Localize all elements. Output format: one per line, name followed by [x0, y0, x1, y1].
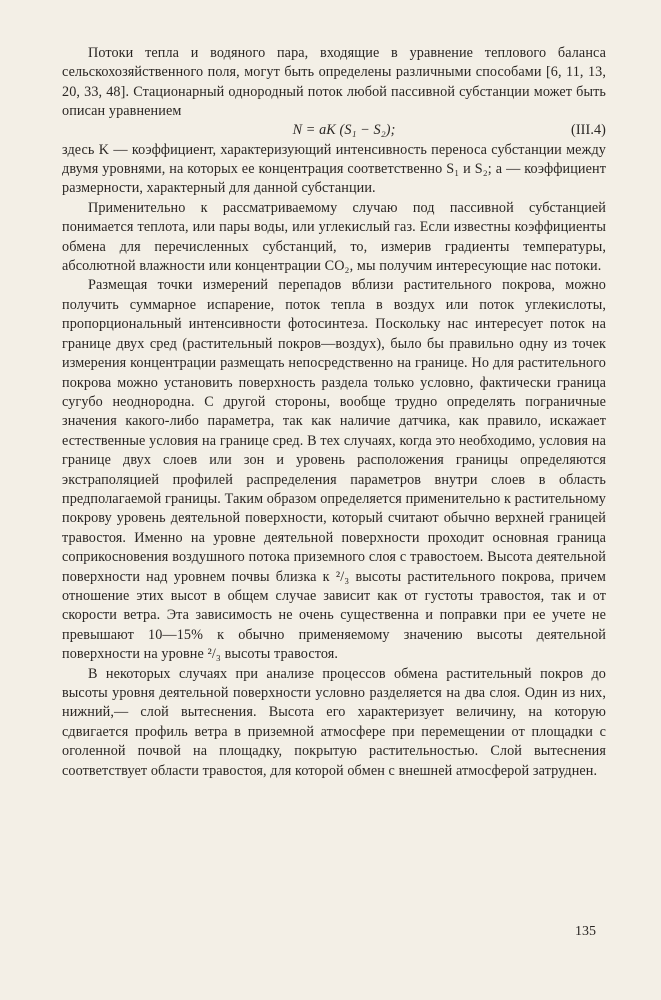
paragraph-measurement-points: Размещая точки измерений перепадов вблизи растительного покрова, можно получить суммарное испарение, поток тепла в воздух или поток углекислоты, пропорциональный интенсивности фотосинтеза. Поскольку нас интересует поток на границе двух сред (растительный покров—воздух), было бы правильно одну из точек измерения концентрации размещать непосредственно на границе. Но для растительного покрова можно установить поверхность раздела только условно, фактически граница сугубо неоднородна. С другой стороны, вообще трудно определять пограничные значения какого-либо параметра, так как наличие датчика, как правило, искажает естественные условия на границе сред. В тех случаях, когда это необходимо, условия на границе двух слоев или зон и уровень расположения границы определяются экстраполяцией профилей распределения параметров внутри слоев в область предполагаемой границы. Таким образом определяется применительно к растительному покрову уровень деятельной поверхности, который считают обычно верхней границей травостоя. Именно на уровне деятельной поверхности проходит основная граница соприкосновения воздушного потока приземного слоя с травостоем. Высота деятельной поверхности над уровнем почвы близка к ²/₃ высоты растительного покрова, причем отношение этих высот в общем случае зависит как от густоты травостоя, так и от скорости ветра. Эта зависимость не очень существенна и поправки при ее учете не превышают 10—15% к обычно применяемому значению высоты деятельной поверхности на уровне ²/₃ высоты травостоя.	[62, 277, 606, 663]
page-number: 135	[575, 924, 596, 939]
paragraph-intro: Потоки тепла и водяного пара, входящие в уравнение теплового баланса сельскохозяйственного поля, могут быть определены различными способами [6, 11, 13, 20, 33, 48]. Стационарный однородный поток любой пассивной субстанции может быть описан уравнением	[62, 45, 606, 120]
equation-number: (III.4)	[571, 122, 606, 139]
paragraph-displacement-layer: В некоторых случаях при анализе процессов обмена растительный покров до высоты уровня деятельной поверхности условно разделяется на два слоя. Один из них, нижний,— слой вытеснения. Высота его характеризует величину, на которую сдвигается профиль ветра в приземной атмосфере при перемещении от площадки с оголенной почвой на площадку, покрытую растительностью. Слой вытеснения соответствует области травостоя, для которой обмен с внешней атмосферой затруднен.	[62, 665, 606, 779]
equation: N = aK (S₁ − S₂);	[292, 122, 396, 139]
paragraph-definitions: здесь K — коэффициент, характеризующий интенсивность переноса субстанции между двумя уровнями, на которых ее концентрация соответственно S₁ и S₂; a — коэффициент размерности, характерный для данной субстанции.	[62, 141, 606, 197]
main-text	[62, 44, 606, 781]
equation-line	[62, 122, 606, 141]
paragraph-passive-substance: Применительно к рассматриваемому случаю под пассивной субстанцией понимается теплота, или пары воды, или углекислый газ. Если известны коэффициенты обмена для перечисленных субстанций, то, измерив градиенты температуры, абсолютной влажности или концентрации CO₂, мы получим интересующие нас потоки.	[62, 199, 606, 275]
